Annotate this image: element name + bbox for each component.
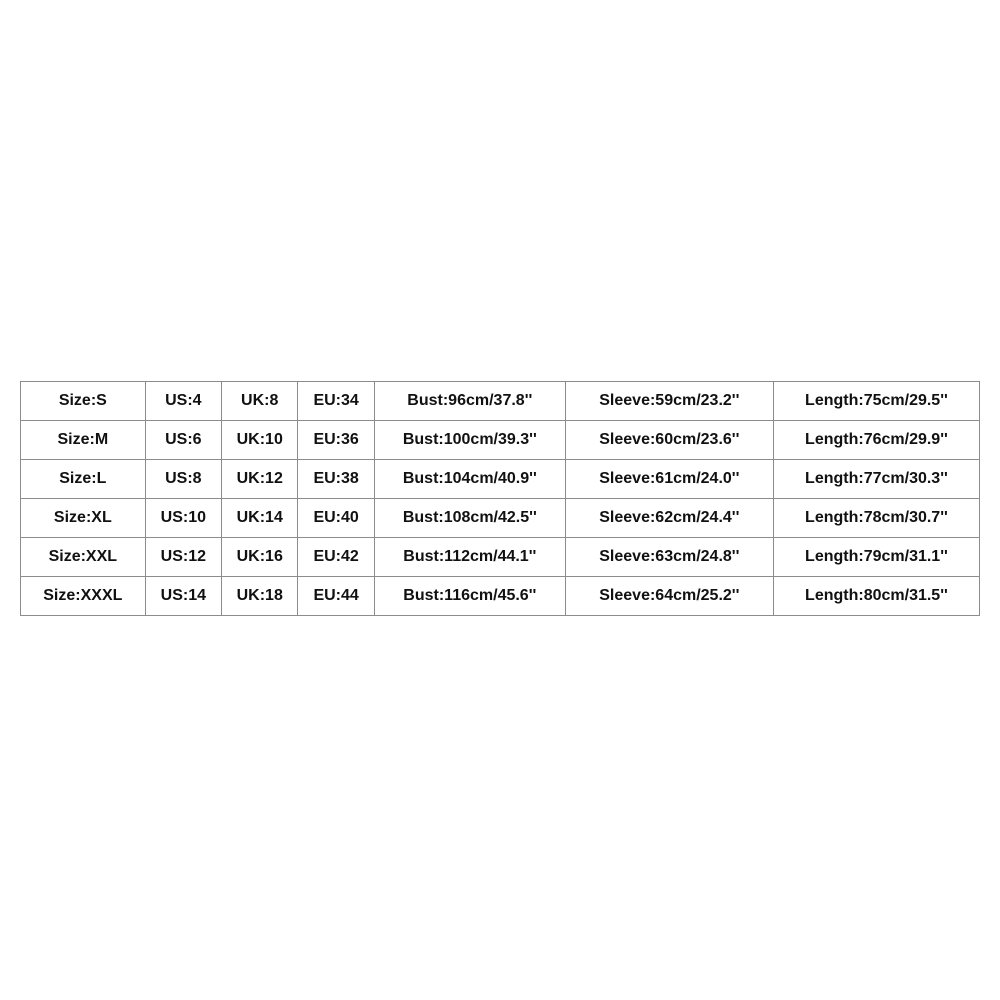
eu-size-cell: EU:40 — [298, 499, 374, 538]
bust-cell: Bust:96cm/37.8'' — [374, 382, 565, 421]
table-row — [21, 538, 980, 577]
bust-cell: Bust:104cm/40.9'' — [374, 460, 565, 499]
bust-cell: Bust:100cm/39.3'' — [374, 421, 565, 460]
sleeve-cell: Sleeve:64cm/25.2'' — [565, 577, 773, 616]
us-size-cell: US:6 — [145, 421, 221, 460]
sleeve-cell: Sleeve:62cm/24.4'' — [565, 499, 773, 538]
sleeve-cell: Sleeve:60cm/23.6'' — [565, 421, 773, 460]
sleeve-cell: Sleeve:61cm/24.0'' — [565, 460, 773, 499]
size-cell: Size:XXXL — [21, 577, 146, 616]
size-cell: Size:L — [21, 460, 146, 499]
us-size-cell: US:8 — [145, 460, 221, 499]
length-cell: Length:75cm/29.5'' — [773, 382, 979, 421]
table-row — [21, 499, 980, 538]
table-row — [21, 460, 980, 499]
bust-cell: Bust:116cm/45.6'' — [374, 577, 565, 616]
size-cell: Size:XXL — [21, 538, 146, 577]
uk-size-cell: UK:12 — [222, 460, 298, 499]
sleeve-cell: Sleeve:59cm/23.2'' — [565, 382, 773, 421]
length-cell: Length:79cm/31.1'' — [773, 538, 979, 577]
uk-size-cell: UK:16 — [222, 538, 298, 577]
uk-size-cell: UK:14 — [222, 499, 298, 538]
bust-cell: Bust:112cm/44.1'' — [374, 538, 565, 577]
length-cell: Length:76cm/29.9'' — [773, 421, 979, 460]
us-size-cell: US:10 — [145, 499, 221, 538]
size-cell: Size:XL — [21, 499, 146, 538]
size-chart-table — [20, 381, 980, 616]
uk-size-cell: UK:10 — [222, 421, 298, 460]
length-cell: Length:80cm/31.5'' — [773, 577, 979, 616]
eu-size-cell: EU:34 — [298, 382, 374, 421]
eu-size-cell: EU:44 — [298, 577, 374, 616]
table-row — [21, 577, 980, 616]
uk-size-cell: UK:8 — [222, 382, 298, 421]
us-size-cell: US:12 — [145, 538, 221, 577]
us-size-cell: US:4 — [145, 382, 221, 421]
size-cell: Size:S — [21, 382, 146, 421]
size-cell: Size:M — [21, 421, 146, 460]
us-size-cell: US:14 — [145, 577, 221, 616]
eu-size-cell: EU:36 — [298, 421, 374, 460]
sleeve-cell: Sleeve:63cm/24.8'' — [565, 538, 773, 577]
bust-cell: Bust:108cm/42.5'' — [374, 499, 565, 538]
table-row — [21, 421, 980, 460]
table-row — [21, 382, 980, 421]
length-cell: Length:77cm/30.3'' — [773, 460, 979, 499]
eu-size-cell: EU:38 — [298, 460, 374, 499]
uk-size-cell: UK:18 — [222, 577, 298, 616]
length-cell: Length:78cm/30.7'' — [773, 499, 979, 538]
eu-size-cell: EU:42 — [298, 538, 374, 577]
